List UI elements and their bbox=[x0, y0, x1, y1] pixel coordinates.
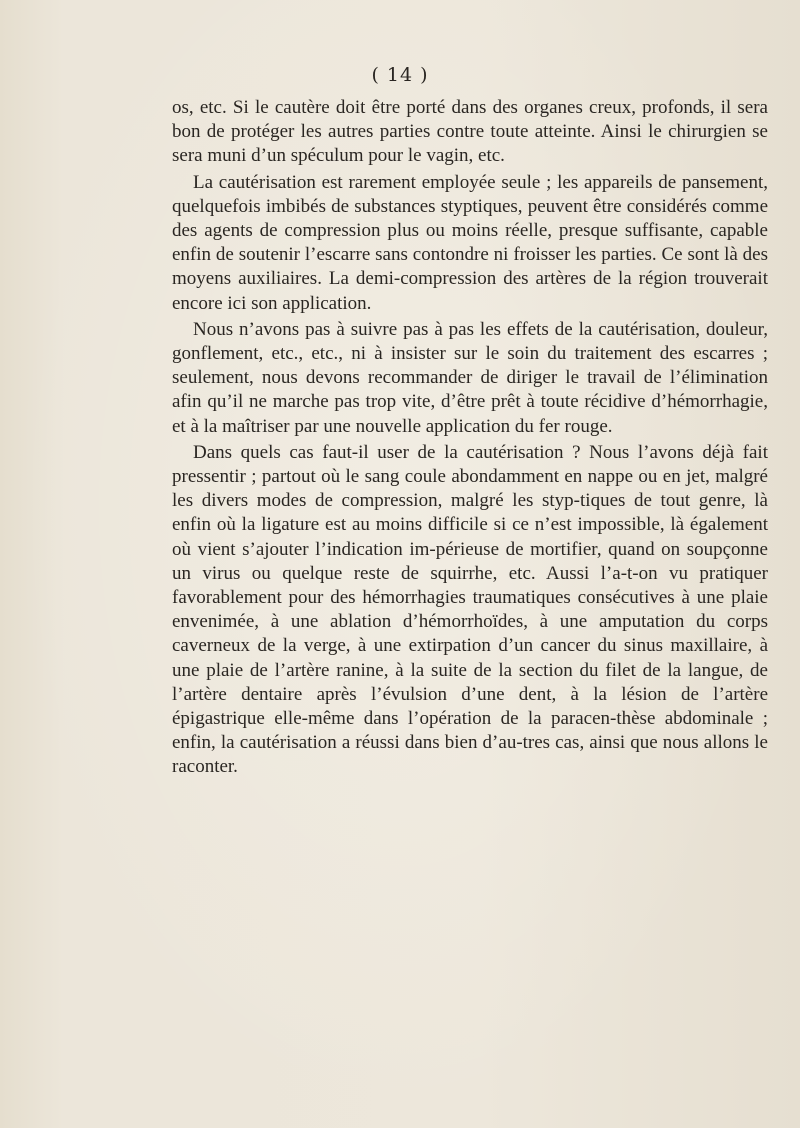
paragraph-2: La cautérisation est rarement employée seule ; les appareils de pansement, quelquefois imbibés de substances styptiques, peuvent être considérés comme des agents de compression plus ou moins réelle, presque suffisante, capable enfin de soutenir l’escarre sans contondre ni froisser les parties. Ce sont là des moyens auxiliaires. La demi-compression des artères de la région trouverait encore ici son application. bbox=[172, 171, 768, 314]
body-text bbox=[172, 96, 768, 782]
page-number: ( 14 ) bbox=[371, 64, 429, 86]
paragraph-3: Nous n’avons pas à suivre pas à pas les effets de la cautérisation, douleur, gonflement, etc., etc., ni à insister sur le soin du traitement des escarres ; seulement, nous devons recommander de diriger le travail de l’élimination afin qu’il ne marche pas trop vite, d’être prêt à toute récidive d’hémorrhagie, et à la maîtriser par une nouvelle application du fer rouge. bbox=[172, 318, 768, 437]
paragraph-4: Dans quels cas faut-il user de la cautérisation ? Nous l’avons déjà fait pressentir ; partout où le sang coule abondamment en nappe ou en jet, malgré les divers modes de compression, malgré les styp-tiques de tout genre, là enfin où la ligature est au moins difficile si ce n’est impossible, là également où vient s’ajouter l’indication im-périeuse de mortifier, quand on soupçonne un virus ou quelque reste de squirrhe, etc. Aussi l’a-t-on vu pratiquer favorablement pour des hémorrhagies traumatiques consécutives à une plaie envenimée, à une ablation d’hémorrhoïdes, à une amputation du corps caverneux de la verge, à une extirpation d’un cancer du sinus maxillaire, à une plaie de l’artère ranine, à la suite de la section du filet de la langue, de l’artère dentaire après l’évulsion d’une dent, à la lésion de l’artère épigastrique elle-même dans l’opération de la paracen-thèse abdominale ; enfin, la cautérisation a réussi dans bien d’au-tres cas, ainsi que nous allons le raconter. bbox=[172, 441, 768, 778]
paragraph-1: os, etc. Si le cautère doit être porté dans des organes creux, profonds, il sera bon de protéger les autres parties contre toute atteinte. Ainsi le chirurgien se sera muni d’un spéculum pour le vagin, etc. bbox=[172, 97, 768, 167]
